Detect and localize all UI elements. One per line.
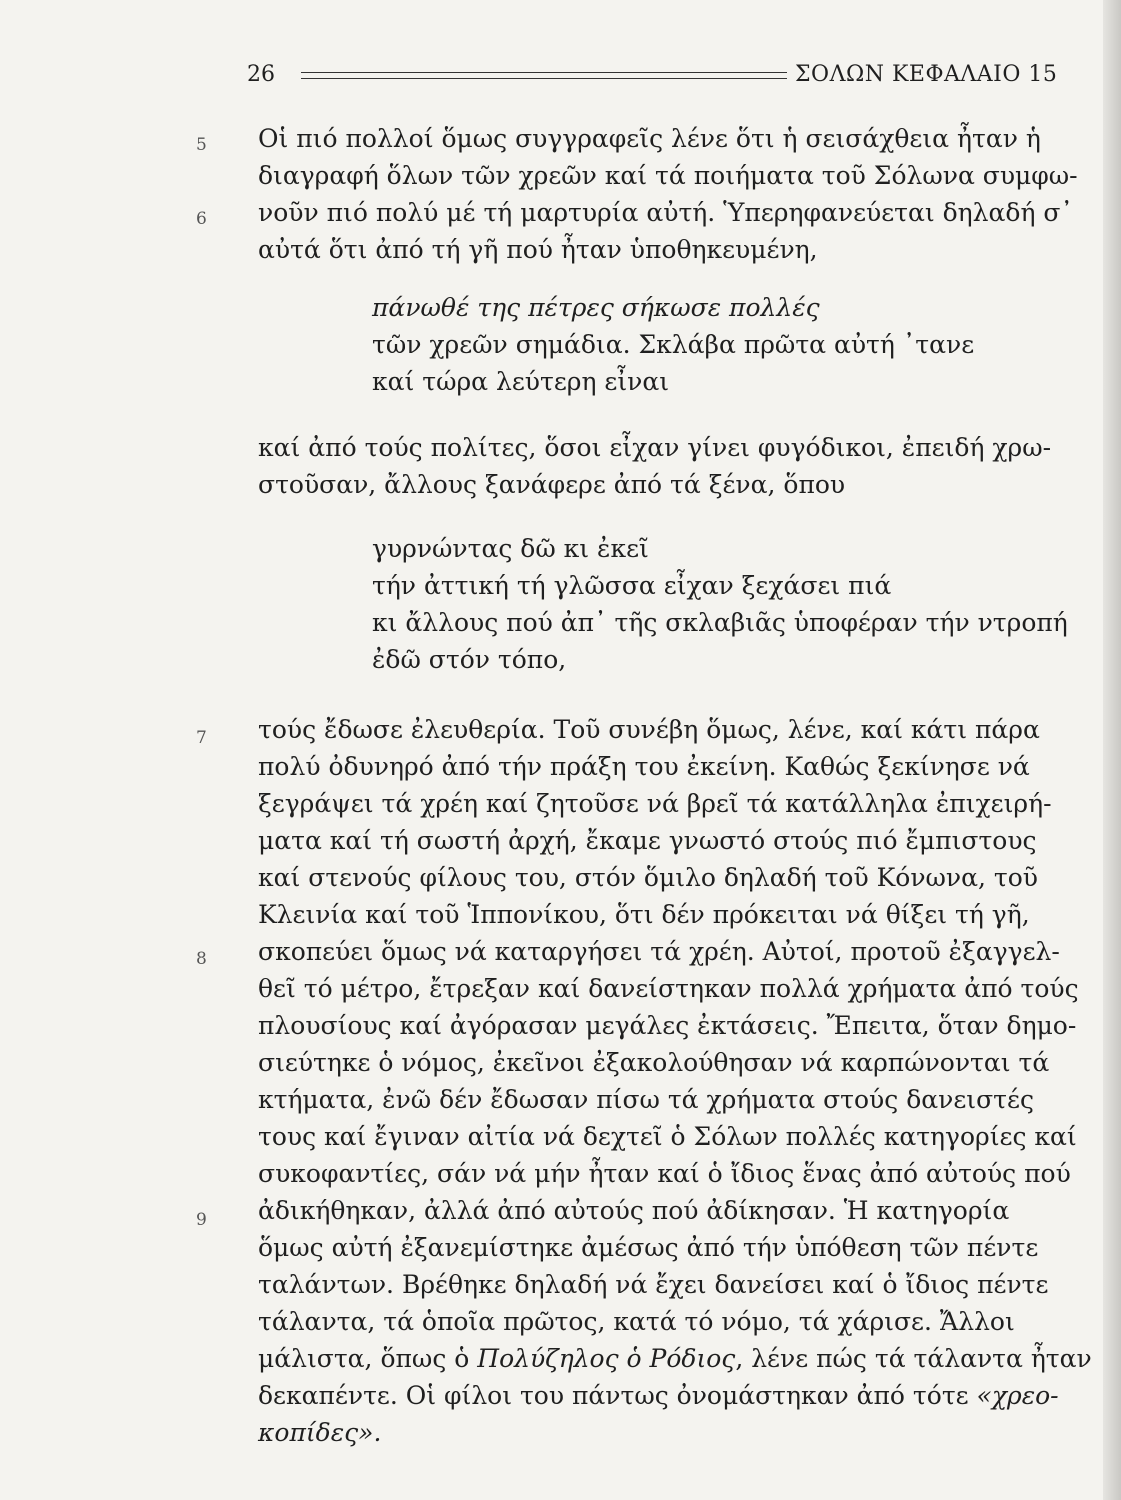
text-line: ὅμως αὐτή ἐξανεμίστηκε ἀμέσως ἀπό τήν ὑπόθεση τῶν πέντε [258, 1233, 1039, 1262]
text-line: ματα καί τή σωστή ἀρχή, ἔκαμε γνωστό στούς πιό ἔμπιστους [258, 826, 1037, 855]
text-line [258, 1344, 1092, 1374]
text-line: Οἱ πιό πολλοί ὅμως συγγραφεῖς λένε ὅτι ἡ σεισάχθεια ἦταν ἡ [258, 124, 1041, 153]
text-line: ἀδικήθηκαν, ἀλλά ἀπό αὐτούς πού ἀδίκησαν. Ἡ κατηγορία [258, 1196, 1010, 1225]
section-number: 7 [196, 728, 207, 748]
verse-line: πάνωθέ της πέτρες σήκωσε πολλές [372, 293, 820, 322]
text-segment: δεκαπέντε. Οἱ φίλοι του πάντως ὀνομάστηκαν ἀπό τότε [258, 1381, 977, 1410]
text-line: σκοπεύει ὅμως νά καταργήσει τά χρέη. Αὐτοί, προτοῦ ἐξαγγελ- [258, 937, 1060, 966]
text-line: κτήματα, ἐνῶ δέν ἔδωσαν πίσω τά χρήματα στούς δανειστές [258, 1085, 1034, 1114]
text-line: Κλεινία καί τοῦ Ἱππονίκου, ὅτι δέν πρόκειται νά θίξει τή γῆ, [258, 900, 1030, 929]
text-segment: μάλιστα, ὅπως ὁ [258, 1344, 478, 1373]
text-line: νοῦν πιό πολύ μέ τή μαρτυρία αὐτή. Ὑπερηφανεύεται δηλαδή σ᾽ [258, 198, 1073, 227]
verse-line: γυρνώντας δῶ κι ἐκεῖ [372, 534, 649, 563]
text-line: αὐτά ὅτι ἀπό τή γῆ πού ἦταν ὑποθηκευμένη, [258, 235, 818, 264]
page-header [247, 58, 1082, 98]
verse-line: καί τώρα λεύτερη εἶναι [372, 367, 670, 396]
verse-line: τῶν χρεῶν σημάδια. Σκλάβα πρῶτα αὐτή ᾽τανε [372, 330, 975, 359]
section-number: 9 [196, 1210, 207, 1230]
text-line: καί στενούς φίλους του, στόν ὅμιλο δηλαδή τοῦ Κόνωνα, τοῦ [258, 863, 1038, 892]
text-line: τάλαντα, τά ὁποῖα πρῶτος, κατά τό νόμο, τά χάρισε. Ἄλλοι [258, 1307, 1015, 1336]
text-line: ξεγράψει τά χρέη καί ζητοῦσε νά βρεῖ τά κατάλληλα ἐπιχειρή- [258, 789, 1052, 818]
text-segment: , λένε πώς τά τάλαντα ἦταν [735, 1344, 1092, 1373]
text-line: σιεύτηκε ὁ νόμος, ἐκεῖνοι ἐξακολούθησαν νά καρπώνονται τά [258, 1048, 1050, 1077]
text-line: καί ἀπό τούς πολίτες, ὅσοι εἶχαν γίνει φυγόδικοι, ἐπειδή χρω- [258, 433, 1052, 462]
verse-line: τήν ἀττική τή γλῶσσα εἶχαν ξεχάσει πιά [372, 571, 892, 600]
text-line: ταλάντων. Βρέθηκε δηλαδή νά ἔχει δανείσει καί ὁ ἴδιος πέντε [258, 1270, 1049, 1299]
text-line: πλουσίους καί ἀγόρασαν μεγάλες ἐκτάσεις. Ἔπειτα, ὅταν δημο- [258, 1011, 1077, 1040]
page-edge-shadow [1103, 0, 1121, 1500]
text-line: κοπίδες». [258, 1418, 382, 1447]
text-line: πολύ ὀδυνηρό ἀπό τήν πράξη του ἐκείνη. Καθώς ξεκίνησε νά [258, 752, 1030, 781]
running-head: ΣΟΛΩΝ ΚΕΦΑΛΑΙΟ 15 [795, 62, 1058, 87]
section-number: 8 [196, 949, 207, 969]
text-line: τους καί ἔγιναν αἰτία νά δεχτεῖ ὁ Σόλων πολλές κατηγορίες καί [258, 1122, 1077, 1151]
section-number: 6 [196, 209, 207, 229]
text-line [258, 1381, 1059, 1411]
italic-term: «χρεο- [976, 1381, 1059, 1410]
verse-line: ἐδῶ στόν τόπο, [372, 645, 567, 674]
text-line: θεῖ τό μέτρο, ἔτρεξαν καί δανείστηκαν πολλά χρήματα ἀπό τούς [258, 974, 1079, 1003]
header-double-rule [301, 72, 787, 79]
text-line: συκοφαντίες, σάν νά μήν ἦταν καί ὁ ἴδιος ἕνας ἀπό αὐτούς πού [258, 1159, 1071, 1188]
page-number: 26 [247, 62, 275, 87]
text-line: τούς ἔδωσε ἐλευθερία. Τοῦ συνέβη ὅμως, λένε, καί κάτι πάρα [258, 715, 1040, 744]
text-line: στοῦσαν, ἄλλους ξανάφερε ἀπό τά ξένα, ὅπου [258, 470, 846, 499]
section-number: 5 [196, 135, 207, 155]
verse-line: κι ἄλλους πού ἀπ᾽ τῆς σκλαβιᾶς ὑποφέραν τήν ντροπή [372, 608, 1068, 637]
text-line: διαγραφή ὅλων τῶν χρεῶν καί τά ποιήματα τοῦ Σόλωνα συμφω- [258, 161, 1078, 190]
italic-name: Πολύζηλος ὁ Ρόδιος [477, 1344, 736, 1373]
